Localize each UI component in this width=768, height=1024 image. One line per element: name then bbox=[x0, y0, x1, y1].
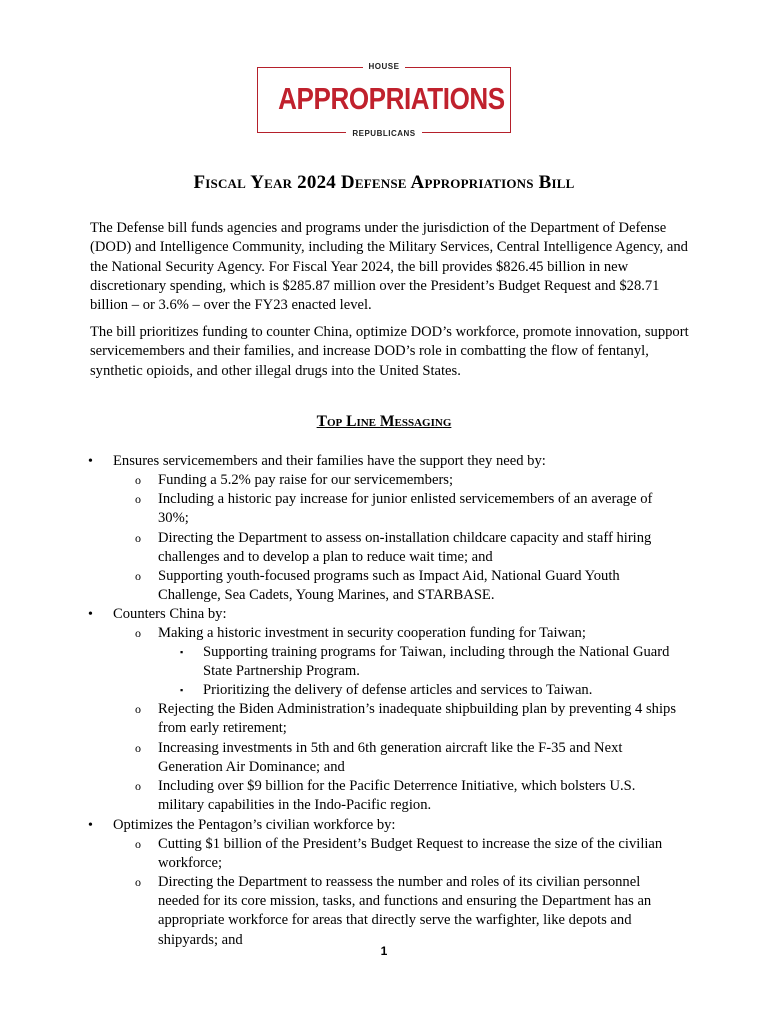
list-item: Making a historic investment in security cooperation funding for Taiwan; bbox=[158, 625, 586, 641]
sub-sub-bullet-marker: ▪ bbox=[180, 647, 184, 657]
sub-sub-bullet-marker: ▪ bbox=[180, 685, 184, 695]
list-item: Directing the Department to assess on-installation childcare capacity and staff hiring challenges and to develop a plan to reduce wait time; and bbox=[158, 530, 652, 566]
section-heading: Top Line Messaging bbox=[316, 413, 452, 430]
list-item: Increasing investments in 5th and 6th generation aircraft like the F-35 and Next Generation Air Dominance; and bbox=[158, 740, 623, 776]
logo-top-text: HOUSE bbox=[363, 62, 406, 71]
intro-paragraph: The Defense bill funds agencies and programs under the jurisdiction of the Department of Defense (DOD) and Intelligence Community, including the Military Services, Central Intelligence Agency, and the National Security Agency. For Fiscal Year 2024, the bill provides $826.45 billion in new discretionary spending, which is $285.87 million over the President’s Budget Request and $28.71 billion – or 3.6% – over the FY23 enacted level. bbox=[90, 220, 688, 314]
list-item: Prioritizing the delivery of defense articles and services to Taiwan. bbox=[203, 682, 593, 698]
sub-bullet-marker: o bbox=[135, 473, 141, 487]
list-item: Rejecting the Biden Administration’s inadequate shipbuilding plan by preventing 4 ships from early retirement; bbox=[158, 701, 677, 737]
sub-bullet-marker: o bbox=[135, 492, 141, 506]
bullet-marker: • bbox=[88, 818, 93, 833]
sub-bullet-marker: o bbox=[135, 779, 141, 793]
sub-bullet-marker: o bbox=[135, 569, 141, 583]
bullet-marker: • bbox=[88, 607, 93, 622]
list-item: Directing the Department to reassess the number and roles of its civilian personnel needed for its core mission, tasks, and functions and ensuring the Department has an appropriate workforce for areas that directly serve the warfighter, like depots and shipyards; and bbox=[158, 874, 652, 948]
sub-bullet-marker: o bbox=[135, 875, 141, 889]
list-item: Ensures servicemembers and their families have the support they need by: bbox=[113, 453, 546, 469]
page-number: 1 bbox=[380, 944, 388, 958]
list-item: Supporting youth-focused programs such as Impact Aid, National Guard Youth Challenge, Sea Cadets, Young Marines, and STARBASE. bbox=[158, 568, 620, 604]
list-item: Including a historic pay increase for junior enlisted servicemembers of an average of 30%; bbox=[158, 491, 653, 527]
document-title: Fiscal Year 2024 Defense Appropriations Bill bbox=[193, 172, 575, 193]
logo-main-text: APPROPRIATIONS bbox=[278, 81, 505, 116]
sub-bullet-marker: o bbox=[135, 626, 141, 640]
list-item: Cutting $1 billion of the President’s Budget Request to increase the size of the civilian workforce; bbox=[158, 836, 663, 872]
list-item: Supporting training programs for Taiwan, including through the National Guard State Partnership Program. bbox=[203, 644, 670, 680]
bullet-marker: • bbox=[88, 454, 93, 469]
logo-bottom-text: REPUBLICANS bbox=[346, 129, 421, 138]
list-item: Funding a 5.2% pay raise for our servicemembers; bbox=[158, 472, 454, 488]
list-item: Optimizes the Pentagon’s civilian workforce by: bbox=[113, 817, 396, 833]
list-item: Counters China by: bbox=[113, 606, 227, 622]
priorities-paragraph: The bill prioritizes funding to counter China, optimize DOD’s workforce, promote innovation, support servicemembers and their families, and increase DOD’s role in combatting the flow of fentanyl, synthetic opioids, and other illegal drugs into the United States. bbox=[90, 324, 689, 379]
sub-bullet-marker: o bbox=[135, 531, 141, 545]
list-item: Including over $9 billion for the Pacific Deterrence Initiative, which bolsters U.S. military capabilities in the Indo-Pacific region. bbox=[158, 778, 636, 814]
sub-bullet-marker: o bbox=[135, 837, 141, 851]
house-appropriations-logo bbox=[257, 62, 511, 138]
sub-bullet-marker: o bbox=[135, 702, 141, 716]
sub-bullet-marker: o bbox=[135, 741, 141, 755]
